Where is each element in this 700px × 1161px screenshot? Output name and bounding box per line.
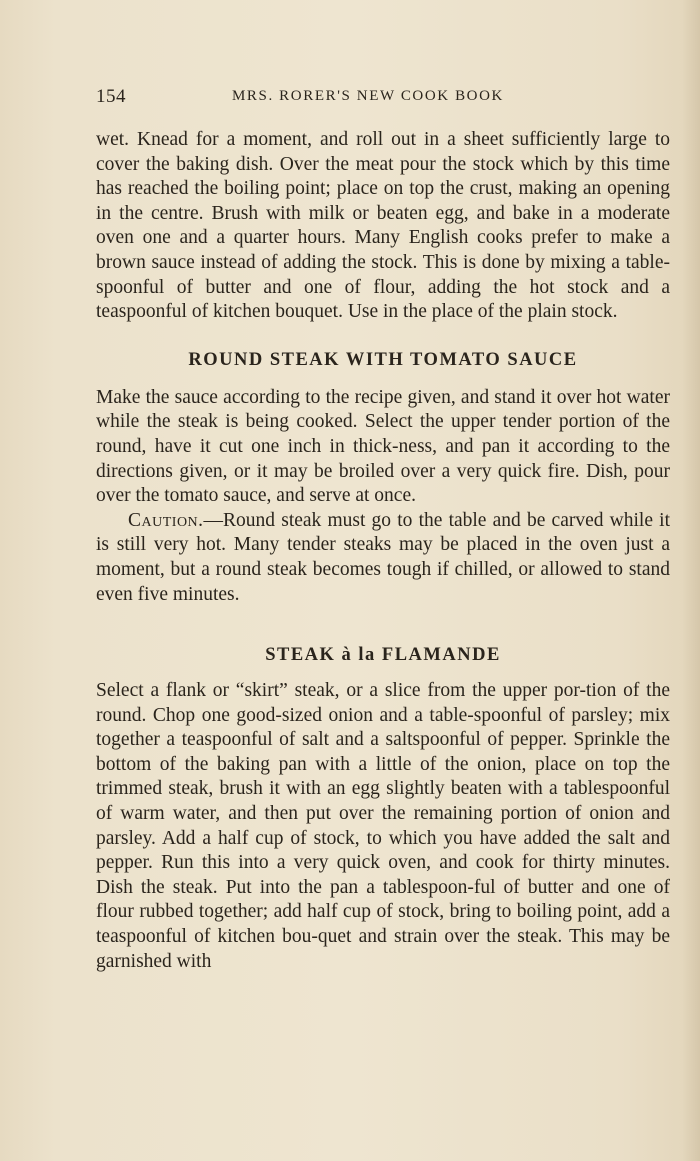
running-head: MRS. RORER'S NEW COOK BOOK — [232, 88, 504, 104]
caution-text: —Round steak must go to the table and be carved while it is still very hot. Many tender steaks may be placed in the oven just a moment, but a round steak becomes tough if chilled, or allowed to stand even five minutes. — [96, 509, 670, 605]
caution-paragraph — [96, 509, 670, 607]
page-edge-shadow — [682, 0, 700, 1161]
page-number: 154 — [96, 86, 126, 107]
page-body — [96, 128, 670, 974]
caution-label: Caution. — [128, 509, 204, 531]
continued-paragraph: wet. Knead for a moment, and roll out in a sheet sufficiently large to cover the baking dish. Over the meat pour the stock which by this time has reached the boiling point; place on top the crust, making an opening in the centre. Brush with milk or beaten egg, and bake in a moderate oven one and a quarter hours. Many English cooks prefer to make a brown sauce instead of adding the stock. This is done by mixing a table-spoonful of butter and one of flour, adding the hot stock and a teaspoonful of kitchen bouquet. Use in the place of the plain stock. — [96, 129, 670, 323]
round-steak-paragraph: Make the sauce according to the recipe given, and stand it over hot water while the steak is being cooked. Select the upper tender portion of the round, have it cut one inch in thick-ness, and pan it according to the directions given, or it may be broiled over a very quick fire. Dish, pour over the tomato sauce, and serve at once. — [96, 386, 670, 507]
page-header — [96, 86, 556, 110]
steak-flamande-paragraph: Select a flank or “skirt” steak, or a slice from the upper por-tion of the round. Chop one good-sized onion and a table-spoonful of parsley; mix together a teaspoonful of salt and a saltspoonful of pepper. Sprinkle the bottom of the baking pan with a little of the onion, place on top the trimmed steak, brush it with an egg slightly beaten with a tablespoonful of warm water, and then put over the remaining portion of onion and parsley. Add a half cup of stock, to which you have added the salt and pepper. Run this into a very quick oven, and cook for thirty minutes. Dish the steak. Put into the pan a tablespoon-ful of butter and one of flour rubbed together; add half cup of stock, bring to boiling point, add a teaspoonful of kitchen bou-quet and strain over the steak. This may be garnished with — [96, 680, 670, 972]
recipe-title-round-steak: ROUND STEAK WITH TOMATO SAUCE — [188, 349, 578, 370]
recipe-title-steak-flamande: STEAK à la FLAMANDE — [265, 645, 501, 666]
